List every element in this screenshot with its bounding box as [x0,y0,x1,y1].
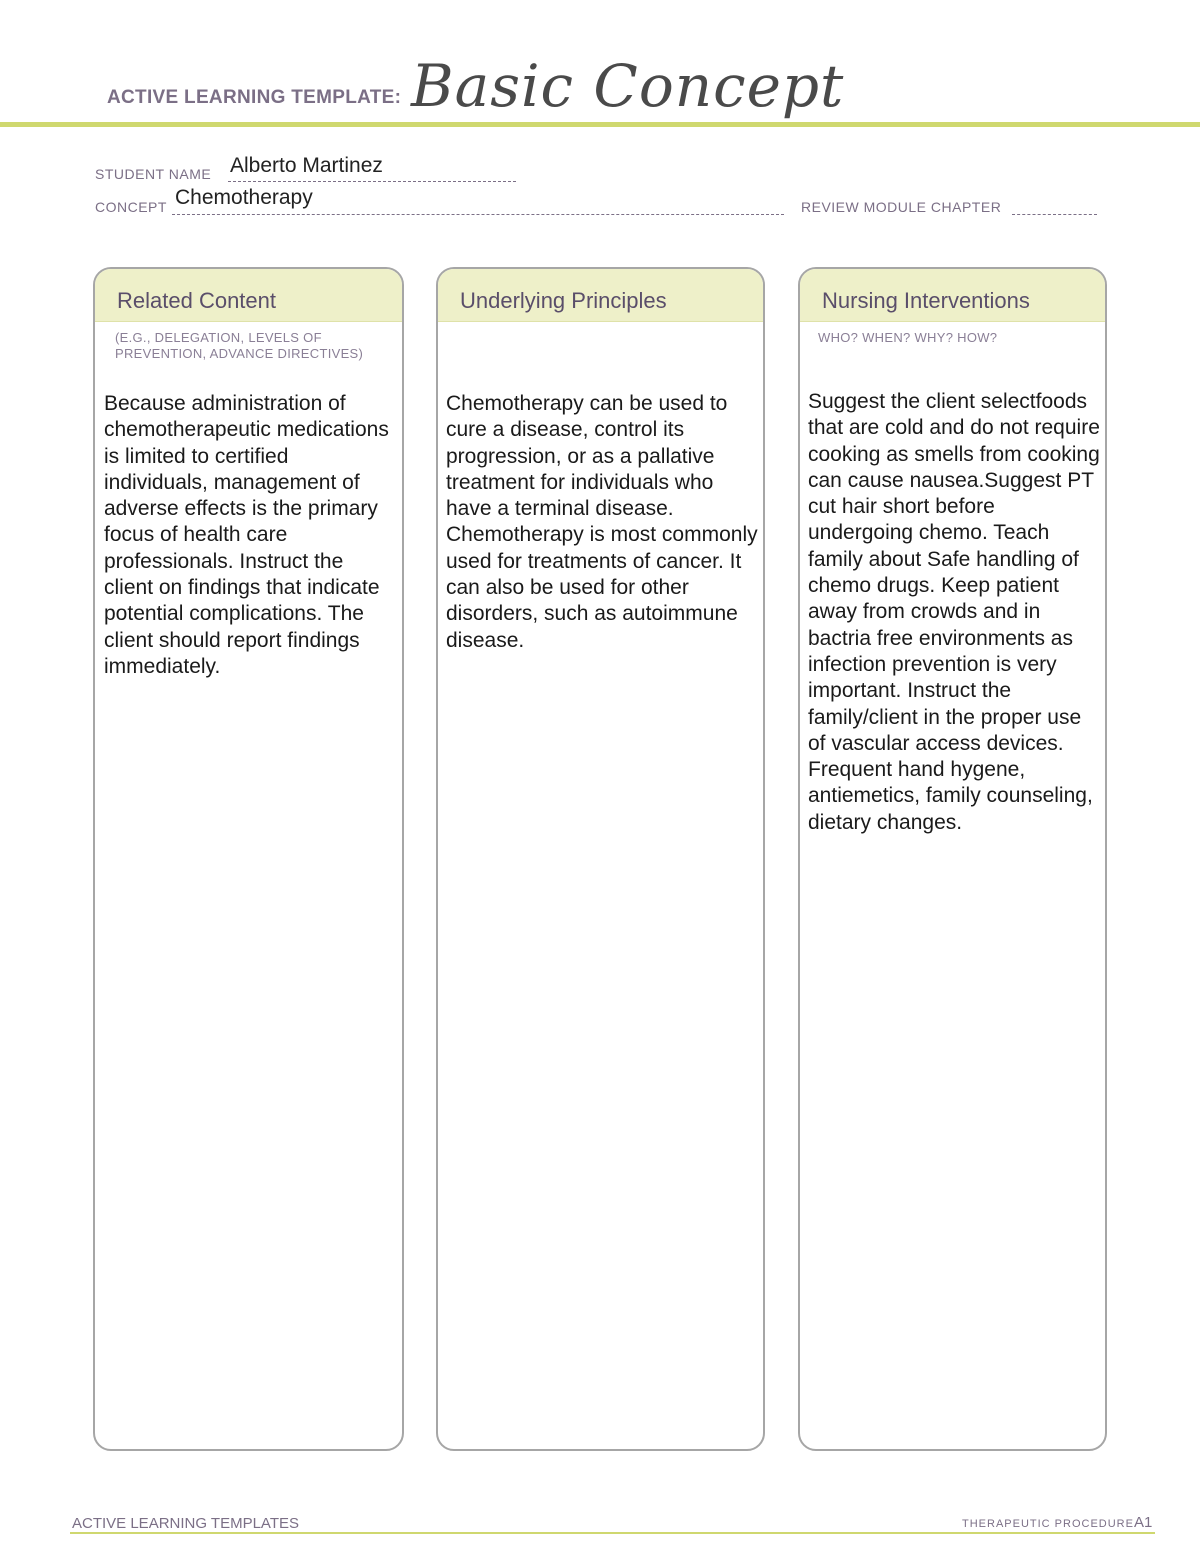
nursing-interventions-subtitle: WHO? WHEN? WHY? HOW? [818,330,998,345]
related-content-title: Related Content [95,269,402,322]
nursing-interventions-text[interactable]: Suggest the client selectfoods that are cold and do not require cooking as smells from cooking can cause nausea.Suggest PT cut hair short before undergoing chemo. Teach family about Safe handling of chemo drugs. Keep patient away from crowds and in bactria free environments as infection prevention is very important. Instruct the family/client in the proper use of vascular access devices. Frequent hand hygene, antiemetics, family counseling, dietary changes. [808,390,1100,834]
concept-label: CONCEPT [95,199,167,215]
header-divider [0,122,1200,127]
footer-category: THERAPEUTIC PROCEDURE [962,1518,1134,1530]
review-module-chapter-label: REVIEW MODULE CHAPTER [801,199,1002,215]
nursing-interventions-title: Nursing Interventions [800,269,1105,322]
related-content-text[interactable]: Because administration of chemotherapeutic medications is limited to certified individuals, management of adverse effects is the primary focus of health care professionals. Instruct the client on findings that indicate potential complications. The client should report findings immediately. [104,392,389,678]
student-name-line [228,181,516,182]
nursing-interventions-panel [798,267,1107,1451]
footer-title: ACTIVE LEARNING TEMPLATES [72,1515,299,1532]
concept-line [172,214,784,215]
underlying-principles-text[interactable]: Chemotherapy can be used to cure a disease, control its progression, or as a pallative treatment for individuals who have a terminal disease. Chemotherapy is most commonly used for treatments of cancer. It can also be used for other disorders, such as autoimmune disease. [446,392,758,652]
student-name-label: STUDENT NAME [95,166,212,182]
related-content-panel [93,267,404,1451]
concept-field[interactable]: Chemotherapy [175,186,313,209]
review-module-chapter-field[interactable] [1012,214,1097,215]
related-content-subtitle: (E.G., DELEGATION, LEVELS OF PREVENTION, ADVANCE DIRECTIVES) [115,330,364,361]
page-title: Basic Concept [411,52,845,120]
underlying-principles-title: Underlying Principles [438,269,763,322]
student-name-field[interactable]: Alberto Martinez [230,154,383,177]
page-number: A1 [1134,1514,1153,1531]
underlying-principles-panel [436,267,765,1451]
template-label: ACTIVE LEARNING TEMPLATE: [107,87,402,108]
footer-divider [70,1532,1155,1534]
